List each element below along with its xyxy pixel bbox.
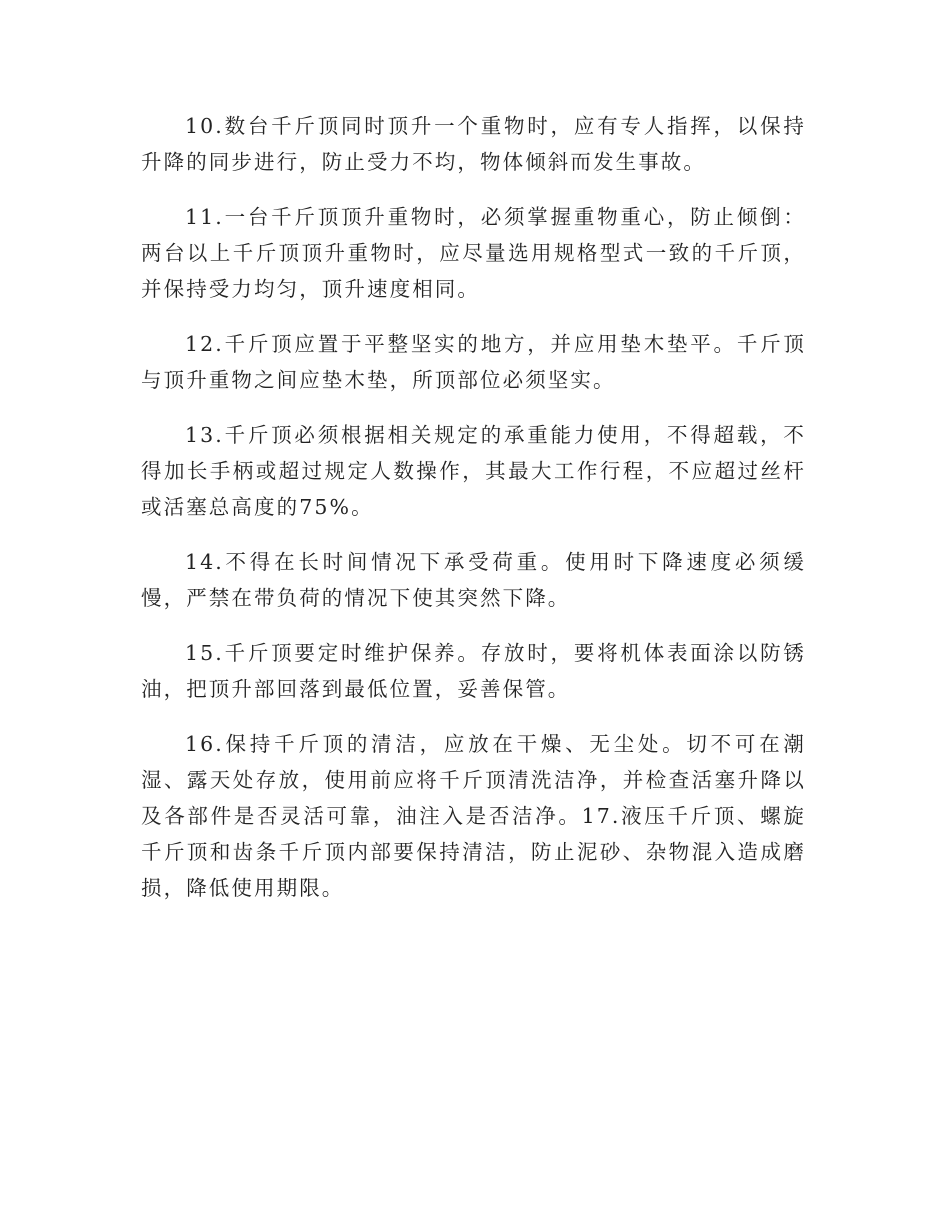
document-body: [141, 108, 806, 925]
paragraph-14: 14.不得在长时间情况下承受荷重。使用时下降速度必须缓慢，严禁在带负荷的情况下使其突然下降。: [141, 550, 806, 610]
paragraph-11: 11.一台千斤顶顶升重物时，必须掌握重物重心，防止倾倒：两台以上千斤顶顶升重物时，应尽量选用规格型式一致的千斤顶，并保持受力均匀，顶升速度相同。: [141, 205, 806, 301]
paragraph-13: 13.千斤顶必须根据相关规定的承重能力使用，不得超载，不得加长手柄或超过规定人数操作，其最大工作行程，不应超过丝杆或活塞总高度的75%。: [141, 423, 806, 519]
paragraph-15: 15.千斤顶要定时维护保养。存放时，要将机体表面涂以防锈油，把顶升部回落到最低位置，妥善保管。: [141, 641, 806, 701]
paragraph-12: 12.千斤顶应置于平整坚实的地方，并应用垫木垫平。千斤顶与顶升重物之间应垫木垫，所顶部位必须坚实。: [141, 332, 806, 392]
paragraph-16-17: 16.保持千斤顶的清洁，应放在干燥、无尘处。切不可在潮湿、露天处存放，使用前应将千斤顶清洗洁净，并检查活塞升降以及各部件是否灵活可靠，油注入是否洁净。17.液压千斤顶、螺旋千斤顶和齿条千斤顶内部要保持清洁，防止泥砂、杂物混入造成磨损，降低使用期限。: [141, 732, 806, 900]
paragraph-10: 10.数台千斤顶同时顶升一个重物时，应有专人指挥，以保持升降的同步进行，防止受力不均，物体倾斜而发生事故。: [141, 114, 806, 174]
